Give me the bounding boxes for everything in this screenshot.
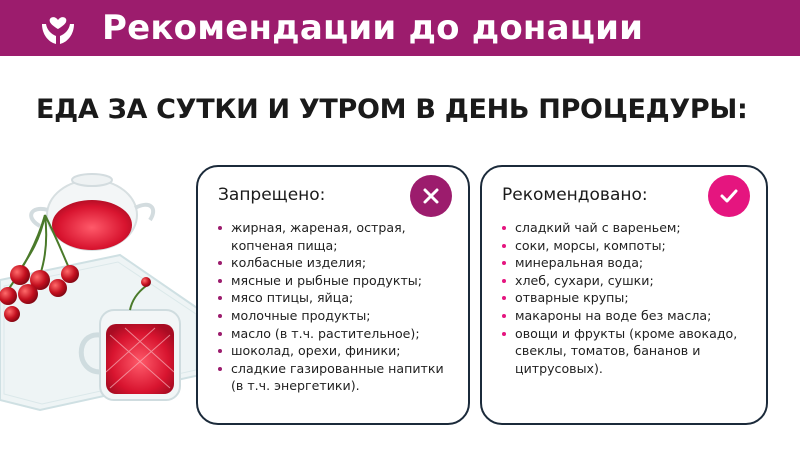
list-item: мясо птицы, яйца; [218, 289, 458, 307]
list-item: колбасные изделия; [218, 254, 458, 272]
header-bar [0, 0, 800, 56]
heart-hands-icon [36, 6, 80, 50]
recommended-list [502, 219, 752, 377]
check-icon [719, 186, 739, 206]
list-item: масло (в т.ч. растительное); [218, 325, 458, 343]
recommended-card [480, 165, 768, 425]
list-item: овощи и фрукты (кроме авокадо, свеклы, томатов, бананов и цитрусовых). [502, 325, 752, 378]
page-title: Рекомендации до донации [102, 8, 644, 48]
list-item: жирная, жареная, острая, копченая пища; [218, 219, 458, 254]
recommended-title: Рекомендовано: [502, 185, 648, 205]
list-item: сладкий чай с вареньем; [502, 219, 752, 237]
section-heading: ЕДА ЗА СУТКИ И УТРОМ В ДЕНЬ ПРОЦЕДУРЫ: [36, 94, 748, 125]
list-item: хлеб, сухари, сушки; [502, 272, 752, 290]
forbidden-card [196, 165, 470, 425]
list-item: молочные продукты; [218, 307, 458, 325]
list-item: минеральная вода; [502, 254, 752, 272]
list-item: мясные и рыбные продукты; [218, 272, 458, 290]
list-item: соки, морсы, компоты; [502, 237, 752, 255]
list-item: макароны на воде без масла; [502, 307, 752, 325]
list-item: шоколад, орехи, финики; [218, 342, 458, 360]
list-item: отварные крупы; [502, 289, 752, 307]
recommended-badge [708, 175, 750, 217]
cross-icon [421, 186, 441, 206]
list-item: сладкие газированные напитки (в т.ч. энергетики). [218, 360, 458, 395]
forbidden-title: Запрещено: [218, 185, 326, 205]
forbidden-list [218, 219, 458, 395]
forbidden-badge [410, 175, 452, 217]
tea-and-cherries-photo [0, 160, 200, 430]
